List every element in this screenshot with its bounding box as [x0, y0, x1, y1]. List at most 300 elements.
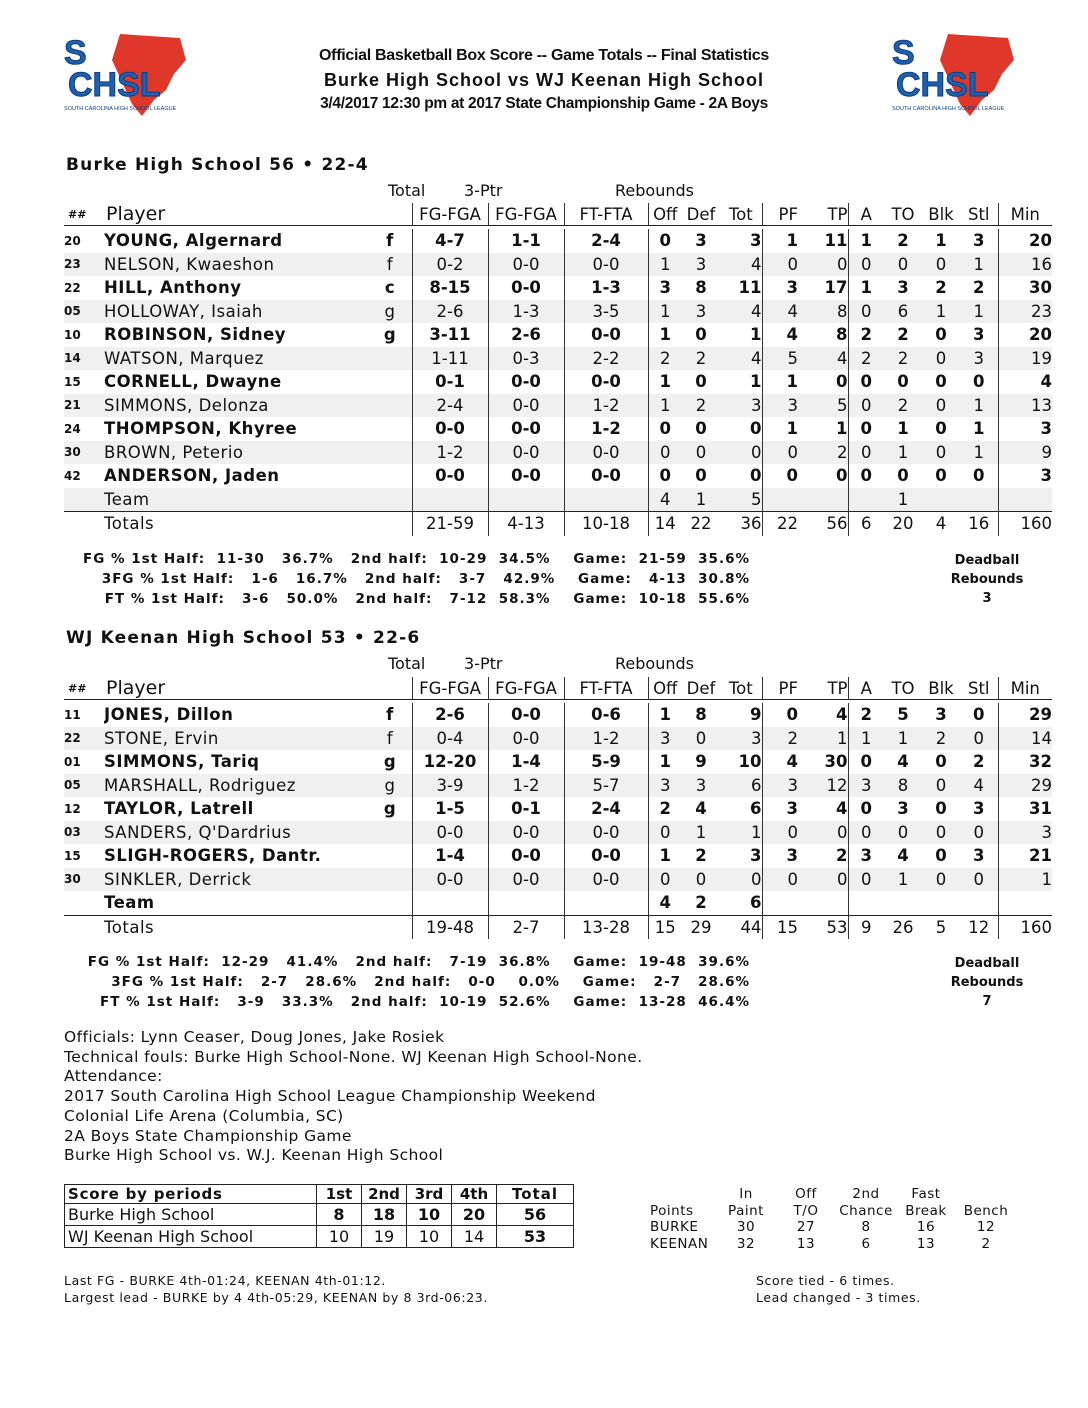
- total-points: 0: [798, 821, 848, 845]
- player-name: SANDERS, Q'Dardrius: [104, 821, 368, 845]
- fg3-fga: 0-0: [488, 441, 564, 465]
- ft-fta: 0-0: [564, 868, 648, 892]
- blocks: 3: [935, 705, 947, 725]
- column-headers-keenan: [64, 677, 1052, 700]
- minutes: 29: [998, 774, 1052, 798]
- assists: 0: [848, 821, 884, 845]
- team-row-label: Team: [104, 488, 368, 512]
- totals-row: [64, 512, 1052, 536]
- jersey-number: 23: [64, 253, 104, 277]
- ft-fta: 0-0: [564, 464, 648, 488]
- def-reb: 0: [695, 325, 707, 345]
- total-points: 2: [798, 441, 848, 465]
- fg3-fga: 1-2: [488, 774, 564, 798]
- jersey-number: 22: [64, 727, 104, 751]
- assists: 0: [860, 419, 872, 439]
- team-turnovers: 1: [884, 488, 922, 512]
- totals-fg3: 2-7: [488, 915, 564, 939]
- assists: 3: [848, 774, 884, 798]
- schsl-logo-left: [62, 30, 194, 120]
- def-reb: 0: [682, 868, 720, 892]
- col-fg: FG-FGA: [412, 677, 488, 700]
- totals-blk: 4: [922, 512, 960, 536]
- totals-fg: 19-48: [412, 915, 488, 939]
- totals-off: 15: [648, 915, 682, 939]
- off-reb: 0: [648, 868, 682, 892]
- team-row-label: Team: [104, 893, 155, 913]
- col-tp: TP: [798, 677, 848, 700]
- jersey-number: 30: [64, 868, 104, 892]
- blocks: 0: [935, 846, 947, 866]
- pct-line: 3FG % 1st Half: 1-6 16.7% 2nd half: 3-7 42.9% Game: 4-13 30.8%: [101, 571, 750, 587]
- off-reb: 1: [659, 846, 671, 866]
- deadball-rebounds-keenan: Deadball Rebounds 7: [950, 956, 1024, 1009]
- col-blk: Blk: [922, 203, 960, 226]
- off-reb: 1: [659, 372, 671, 392]
- minutes: 30: [1029, 278, 1052, 298]
- total-points: 12: [798, 774, 848, 798]
- steals: 3: [960, 323, 998, 347]
- totals-row: [64, 915, 1052, 939]
- matchup-title: Burke High School vs WJ Keenan High School: [323, 70, 765, 90]
- fg-fga: 1-5: [412, 797, 488, 821]
- lead-changed: Lead changed - 3 times.: [756, 1290, 921, 1305]
- game-notes: [64, 1028, 643, 1166]
- tot-reb: 0: [720, 417, 762, 441]
- assists: 0: [860, 799, 872, 819]
- minutes: 20: [1029, 325, 1052, 345]
- personal-fouls: 4: [762, 300, 798, 324]
- personal-fouls: 1: [786, 372, 798, 392]
- ps-team: KEENAN: [650, 1236, 709, 1252]
- tot-reb: 4: [720, 300, 762, 324]
- schsl-logo-right: [890, 30, 1022, 120]
- fg-fga: 2-6: [412, 703, 488, 727]
- def-reb: 4: [695, 799, 707, 819]
- team-tot-reb: 6: [720, 891, 762, 915]
- off-reb: 0: [659, 419, 671, 439]
- tot-reb: 3: [720, 844, 762, 868]
- off-reb: 0: [648, 821, 682, 845]
- player-row: [64, 774, 1052, 798]
- col-fg3: FG-FGA: [488, 203, 564, 226]
- player-position: [368, 441, 412, 465]
- player-name: BROWN, Peterio: [104, 441, 368, 465]
- player-name: CORNELL, Dwayne: [104, 372, 282, 392]
- fg3-fga: 0-0: [488, 844, 564, 868]
- team-def-reb: 2: [695, 893, 707, 913]
- ft-fta: 0-0: [564, 370, 648, 394]
- player-position: f: [368, 253, 412, 277]
- event-name: 2017 South Carolina High School League Championship Weekend: [64, 1087, 596, 1106]
- def-reb: 3: [682, 774, 720, 798]
- ft-fta: 2-2: [564, 347, 648, 371]
- col-fg3: FG-FGA: [488, 677, 564, 700]
- group-3ptr: 3-Ptr: [464, 181, 503, 200]
- largest-lead: Largest lead - BURKE by 4 4th-05:29, KEENAN by 8 3rd-06:23.: [64, 1290, 488, 1305]
- group-3ptr: 3-Ptr: [464, 654, 503, 673]
- tot-reb: 9: [720, 703, 762, 727]
- pct-line: 3FG % 1st Half: 2-7 28.6% 2nd half: 0-0 0.0% Game: 2-7 28.6%: [111, 974, 750, 990]
- box-score-burke: [64, 229, 1052, 536]
- ps-value: 8: [861, 1219, 871, 1235]
- player-row: [64, 703, 1052, 727]
- off-reb: 1: [659, 325, 671, 345]
- blocks: 0: [935, 419, 947, 439]
- personal-fouls: 1: [786, 419, 798, 439]
- player-row: [64, 323, 1052, 347]
- personal-fouls: 3: [786, 846, 798, 866]
- fg3-fga: 0-3: [488, 347, 564, 371]
- personal-fouls: 5: [762, 347, 798, 371]
- ft-fta: 2-4: [564, 229, 648, 253]
- fg3-fga: 0-0: [488, 868, 564, 892]
- player-name: SLIGH-ROGERS, Dantr.: [104, 846, 322, 866]
- fg-fga: 3-11: [412, 323, 488, 347]
- jersey-number: 10: [64, 327, 81, 342]
- minutes: 19: [998, 347, 1052, 371]
- player-name: SINKLER, Derrick: [104, 868, 368, 892]
- off-reb: 0: [659, 231, 671, 251]
- jersey-number: 14: [64, 347, 104, 371]
- totals-fg: 21-59: [412, 512, 488, 536]
- group-total: Total: [388, 654, 426, 673]
- personal-fouls: 3: [762, 774, 798, 798]
- fg3-fga: 0-0: [488, 464, 564, 488]
- player-name: SIMMONS, Tariq: [104, 752, 260, 772]
- def-reb: 0: [695, 466, 707, 486]
- player-position: g: [368, 300, 412, 324]
- player-name: THOMPSON, Khyree: [104, 419, 298, 439]
- ft-fta: 1-2: [564, 394, 648, 418]
- player-row: [64, 300, 1052, 324]
- player-position: [368, 821, 412, 845]
- steals: 0: [960, 821, 998, 845]
- totals-to: 26: [884, 915, 922, 939]
- jersey-number: 15: [64, 848, 81, 863]
- assists: 0: [860, 372, 872, 392]
- jersey-number: 42: [64, 468, 81, 483]
- steals: 0: [960, 727, 998, 751]
- jersey-number: 05: [64, 774, 104, 798]
- player-position: g: [368, 774, 412, 798]
- svg-text:CHSL: CHSL: [896, 66, 989, 104]
- team-def-reb: 1: [682, 488, 720, 512]
- fg3-fga: 1-4: [488, 750, 564, 774]
- steals: 2: [960, 750, 998, 774]
- steals: 1: [960, 300, 998, 324]
- lead-info: [64, 1272, 488, 1306]
- player-row: [64, 797, 1052, 821]
- fg-fga: 1-4: [412, 844, 488, 868]
- blocks: 2: [935, 278, 947, 298]
- ft-fta: 2-4: [564, 797, 648, 821]
- blocks: 0: [922, 868, 960, 892]
- steals: 0: [960, 868, 998, 892]
- ft-fta: 0-0: [564, 441, 648, 465]
- off-reb: 1: [648, 394, 682, 418]
- ft-fta: 1-3: [564, 276, 648, 300]
- blocks: 0: [922, 441, 960, 465]
- pct-line: FG % 1st Half: 11-30 36.7% 2nd half: 10-29 34.5% Game: 21-59 35.6%: [83, 551, 750, 567]
- team-tot-reb: 5: [720, 488, 762, 512]
- player-position: f: [368, 229, 412, 253]
- fg3-fga: 0-0: [488, 727, 564, 751]
- svg-text:CHSL: CHSL: [68, 66, 161, 104]
- assists: 0: [860, 466, 872, 486]
- ps-value: 13: [796, 1236, 816, 1252]
- col-player: Player: [104, 677, 368, 700]
- col-stl: Stl: [960, 677, 998, 700]
- def-reb: 3: [695, 231, 707, 251]
- totals-a: 9: [848, 915, 884, 939]
- fg3-fga: 0-1: [488, 797, 564, 821]
- fg-fga: 0-4: [412, 727, 488, 751]
- ps-value: 2: [981, 1236, 991, 1252]
- fg-fga: 2-4: [412, 394, 488, 418]
- fg-fga: 0-2: [412, 253, 488, 277]
- assists: 2: [860, 325, 872, 345]
- player-position: g: [368, 323, 412, 347]
- totals-min: 160: [998, 512, 1052, 536]
- off-reb: 2: [648, 347, 682, 371]
- total-points: 30: [798, 750, 848, 774]
- assists: 2: [848, 347, 884, 371]
- turnovers: 1: [884, 441, 922, 465]
- ps-value: 32: [736, 1236, 756, 1252]
- minutes: 9: [998, 441, 1052, 465]
- minutes: 3: [1040, 419, 1052, 439]
- fg-fga: 0-0: [412, 868, 488, 892]
- jersey-number: 05: [64, 300, 104, 324]
- ps-header-top: Off: [795, 1186, 817, 1202]
- jersey-number: 20: [64, 233, 81, 248]
- minutes: 29: [1029, 705, 1052, 725]
- steals: 2: [960, 276, 998, 300]
- team-title-burke: Burke High School 56 • 22-4: [66, 155, 369, 175]
- turnovers: 2: [897, 325, 909, 345]
- off-reb: 1: [659, 705, 671, 725]
- team-row: [64, 891, 1052, 915]
- turnovers: 8: [884, 774, 922, 798]
- blocks: 0: [922, 774, 960, 798]
- svg-text:S: S: [64, 34, 87, 72]
- col-def: Def: [682, 677, 720, 700]
- minutes: 14: [998, 727, 1052, 751]
- col-min: Min: [998, 677, 1052, 700]
- col-num: ##: [64, 203, 104, 226]
- player-name: HILL, Anthony: [104, 278, 242, 298]
- col-pf: PF: [762, 203, 798, 226]
- player-row: [64, 821, 1052, 845]
- ps-header-points: Points: [650, 1203, 694, 1219]
- totals-tp: 56: [798, 512, 848, 536]
- score-by-periods: Score by periods 1st 2nd 3rd 4th Total Burke High School 8 18 10 20 56 WJ Keenan High School 10 19 10 14 53: [64, 1184, 574, 1248]
- blocks: 0: [935, 372, 947, 392]
- ps-team: BURKE: [650, 1219, 699, 1235]
- personal-fouls: 3: [762, 394, 798, 418]
- fg-fga: 0-0: [412, 464, 488, 488]
- fg-fga: 1-2: [412, 441, 488, 465]
- totals-def: 29: [682, 915, 720, 939]
- steals: 0: [960, 370, 998, 394]
- jersey-number: 22: [64, 280, 81, 295]
- col-ft: FT-FTA: [564, 677, 648, 700]
- totals-ft: 10-18: [564, 512, 648, 536]
- total-points: 0: [798, 370, 848, 394]
- minutes: 13: [998, 394, 1052, 418]
- fg-fga: 0-1: [412, 370, 488, 394]
- totals-def: 22: [682, 512, 720, 536]
- player-name: ROBINSON, Sidney: [104, 325, 287, 345]
- col-blk: Blk: [922, 677, 960, 700]
- tot-reb: 6: [720, 774, 762, 798]
- blocks: 0: [935, 799, 947, 819]
- totals-fg3: 4-13: [488, 512, 564, 536]
- tot-reb: 1: [720, 370, 762, 394]
- totals-tot: 44: [720, 915, 762, 939]
- totals-to: 20: [884, 512, 922, 536]
- totals-pf: 15: [762, 915, 798, 939]
- player-position: g: [368, 750, 412, 774]
- player-name: STONE, Ervin: [104, 727, 368, 751]
- off-reb: 0: [648, 441, 682, 465]
- def-reb: 0: [682, 727, 720, 751]
- tot-reb: 3: [720, 727, 762, 751]
- svg-text:SOUTH CAROLINA HIGH SCHOOL LEA: SOUTH CAROLINA HIGH SCHOOL LEAGUE: [892, 106, 1005, 112]
- turnovers: 2: [884, 347, 922, 371]
- personal-fouls: 0: [762, 441, 798, 465]
- def-reb: 3: [682, 300, 720, 324]
- def-reb: 8: [695, 278, 707, 298]
- pct-line: FG % 1st Half: 12-29 41.4% 2nd half: 7-19 36.8% Game: 19-48 39.6%: [87, 954, 750, 970]
- jersey-number: 30: [64, 441, 104, 465]
- assists: 1: [848, 727, 884, 751]
- ps-value: 16: [916, 1219, 936, 1235]
- totals-min: 160: [998, 915, 1052, 939]
- report-title: Official Basketball Box Score -- Game Totals -- Final Statistics: [319, 47, 769, 64]
- player-name: YOUNG, Algernard: [104, 231, 283, 251]
- minutes: 3: [1040, 466, 1052, 486]
- personal-fouls: 3: [786, 799, 798, 819]
- player-row: [64, 464, 1052, 488]
- player-position: f: [368, 703, 412, 727]
- fg3-fga: 0-0: [488, 821, 564, 845]
- team-turnovers: [884, 891, 922, 915]
- turnovers: 1: [897, 419, 909, 439]
- player-name: MARSHALL, Rodriguez: [104, 774, 368, 798]
- group-total: Total: [388, 181, 426, 200]
- off-reb: 1: [659, 752, 671, 772]
- tot-reb: 3: [720, 229, 762, 253]
- fg3-fga: 0-0: [488, 703, 564, 727]
- player-name: SIMMONS, Delonza: [104, 394, 368, 418]
- ps-header-top: 2nd: [852, 1186, 880, 1202]
- ps-header-top: Fast: [911, 1186, 941, 1202]
- minutes: 32: [1029, 752, 1052, 772]
- player-position: [368, 417, 412, 441]
- assists: 0: [848, 441, 884, 465]
- ft-fta: 0-6: [564, 703, 648, 727]
- group-rebounds: Rebounds: [615, 654, 694, 673]
- tot-reb: 3: [720, 394, 762, 418]
- ps-header-bottom: Bench: [963, 1203, 1009, 1219]
- player-row: [64, 868, 1052, 892]
- jersey-number: 12: [64, 801, 81, 816]
- player-position: [368, 394, 412, 418]
- ft-fta: 1-2: [564, 417, 648, 441]
- def-reb: 9: [695, 752, 707, 772]
- player-position: [368, 347, 412, 371]
- blocks: 0: [935, 752, 947, 772]
- assists: 0: [860, 752, 872, 772]
- blocks: 0: [922, 821, 960, 845]
- col-off: Off: [648, 203, 682, 226]
- svg-text:S: S: [892, 34, 915, 72]
- assists: 0: [848, 394, 884, 418]
- personal-fouls: 0: [786, 705, 798, 725]
- tot-reb: 0: [720, 868, 762, 892]
- col-to: TO: [884, 677, 922, 700]
- blocks: 1: [922, 300, 960, 324]
- officials: Officials: Lynn Ceaser, Doug Jones, Jake Rosiek: [64, 1028, 445, 1046]
- player-row: [64, 844, 1052, 868]
- totals-label: Totals: [104, 915, 368, 939]
- steals: 0: [960, 703, 998, 727]
- player-name: JONES, Dillon: [104, 705, 234, 725]
- col-a: A: [848, 677, 884, 700]
- player-row: [64, 441, 1052, 465]
- tie-info: [756, 1272, 921, 1306]
- turnovers: 0: [884, 821, 922, 845]
- fg-fga: 8-15: [412, 276, 488, 300]
- ft-fta: 0-0: [564, 253, 648, 277]
- col-ft: FT-FTA: [564, 203, 648, 226]
- col-off: Off: [648, 677, 682, 700]
- col-fg: FG-FGA: [412, 203, 488, 226]
- team-off-reb: 4: [659, 893, 671, 913]
- ft-fta: 0-0: [564, 821, 648, 845]
- jersey-number: 15: [64, 374, 81, 389]
- player-name: TAYLOR, Latrell: [104, 799, 254, 819]
- ps-header-bottom: Paint: [728, 1203, 764, 1219]
- col-tot: Tot: [720, 203, 762, 226]
- team-off-reb: 4: [648, 488, 682, 512]
- totals-tot: 36: [720, 512, 762, 536]
- total-points: 5: [798, 394, 848, 418]
- col-pf: PF: [762, 677, 798, 700]
- def-reb: 2: [682, 394, 720, 418]
- total-points: 17: [798, 276, 848, 300]
- personal-fouls: 0: [762, 868, 798, 892]
- steals: 1: [960, 417, 998, 441]
- player-name: ANDERSON, Jaden: [104, 466, 280, 486]
- fg-fga: 2-6: [412, 300, 488, 324]
- steals: 3: [960, 347, 998, 371]
- player-row: [64, 370, 1052, 394]
- total-points: 4: [798, 703, 848, 727]
- steals: 1: [960, 253, 998, 277]
- tot-reb: 4: [720, 253, 762, 277]
- personal-fouls: 0: [762, 253, 798, 277]
- turnovers: 1: [884, 868, 922, 892]
- jersey-number: 03: [64, 821, 104, 845]
- player-row: [64, 417, 1052, 441]
- steals: 4: [960, 774, 998, 798]
- player-row: [64, 750, 1052, 774]
- blocks: 0: [935, 466, 947, 486]
- total-points: 4: [798, 347, 848, 371]
